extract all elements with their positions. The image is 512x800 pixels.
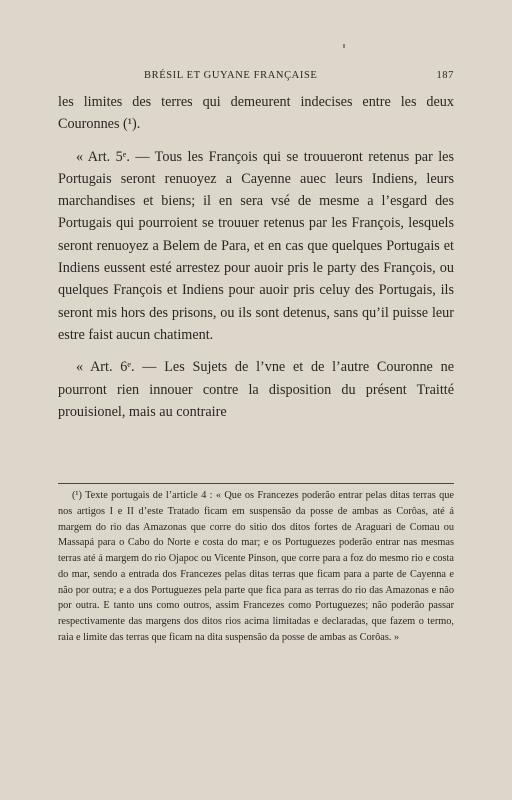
running-title: BRÉSIL ET GUYANE FRANÇAISE <box>144 70 318 81</box>
paragraph-article-5: « Art. 5ᵉ. — Tous les François qui se trouueront retenus par les Portugais seront renuoyez a Cayenne auec leurs Indiens, leurs marchandises et biens; il en sera vsé de mesme a l’esgard des Portugais qui pourroient se trouuer retenus par les François, lesquels seront renuoyez a Belem de Para, et en cas que quelques Portugais et Indiens eussent esté arrestez pour auoir pris le party des François, ou quelques François et Indiens pour auoir pris celuy des Portugais, ils seront mis hors des prisons, ou ils sont detenus, sans qu’il puisse leur estre faist aucun chatiment. <box>58 148 454 343</box>
page-number: 187 <box>436 70 454 81</box>
main-text <box>58 91 454 433</box>
paragraph-article-6: « Art. 6ᵉ. — Les Sujets de l’vne et de l’autre Couronne ne pourront rien innouer contre la disposition du présent Traitté prouisionel, mais au contraire <box>58 359 454 420</box>
footnote <box>58 488 454 646</box>
footnote-divider <box>58 483 454 484</box>
footnote-text: (¹) Texte portugais de l’article 4 : « Que os Francezes poderão entrar pelas ditas terras que nos artigos I e II d’este Tratado ficam em suspensão da posse de ambas as Corôas, até á margem do rio das Amazonas que corre do sitio dos ditos fortes de Araguari de Comau ou Massapá para o Cabo do Norte e costa do mar; e os Portuguezes poderão entrar nas mesmas terras até á margem do rio Ojapoc ou Vicente Pinson, que corre para a foz do mesmo rio e costa do mar, sendo a entrada dos Francezes pelas ditas terras que ficam para a parte de Cayenna e não por outra; e a dos Portuguezes pela parte que fica para as terras do rio das Amazonas e não por outra. E tanto uns como outros, assim Francezes como Portuguezes; não poderão passar respectivamente das margens dos ditos rios acima limitadas e declaradas, que fazem o termo, raia e limite das terras que ficam na dita suspensão da posse de ambas as Corôas. » <box>58 490 454 643</box>
print-speck <box>343 44 345 48</box>
paragraph-continuation: les limites des terres qui demeurent indecises entre les deux Couronnes (¹). <box>58 94 454 133</box>
